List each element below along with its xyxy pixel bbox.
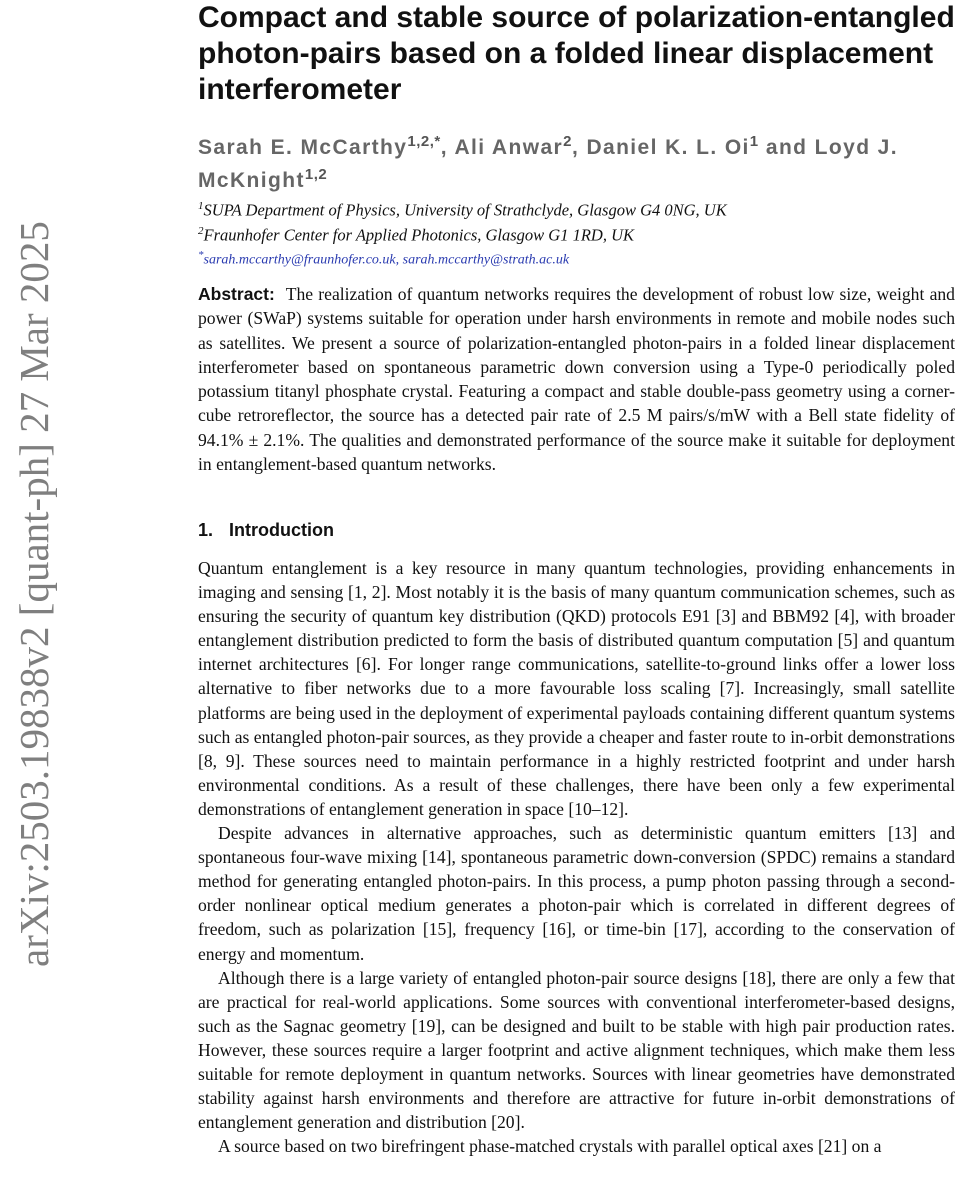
paragraph-3: Although there is a large variety of entangled photon-pair source designs [18], there are only a few that are practical for real-world applications. Some sources with conventional interferometer-based designs, such as the Sagnac geometry [19], can be designed and built to be stable with high pair production rates. However, these sources require a larger footprint and active alignment techniques, which make them less suitable for remote deployment in quantum networks. Sources with linear geometries have demonstrated stability against harsh environments and therefore are attractive for future in-orbit demonstrations of entanglement generation and distribution [20]. <box>198 967 955 1133</box>
affiliation-text: SUPA Department of Physics, University of Strathclyde, Glasgow G4 0NG, UK <box>203 200 727 220</box>
author-separator: , <box>440 136 455 159</box>
arxiv-identifier-stamp: arXiv:2503.19838v2 [quant-ph] 27 Mar 2025 <box>11 221 57 967</box>
paper-title: Compact and stable source of polarization-entangled photon-pairs based on a folded linear displacement interferometer <box>198 1 955 106</box>
abstract-label: Abstract: <box>198 284 275 304</box>
author-name: Daniel K. L. Oi <box>586 136 750 159</box>
author-affiliation-mark: 1,2,* <box>407 133 441 150</box>
affiliation-mark: 1 <box>198 200 204 212</box>
author-separator: and <box>758 136 815 159</box>
author-affiliation-mark: 1 <box>749 133 759 150</box>
paragraph-4: A source based on two birefringent phase-matched crystals with parallel optical axes [21] on a <box>218 1136 882 1157</box>
author-affiliation-mark: 1,2 <box>304 166 328 183</box>
author-2 <box>454 133 587 159</box>
author-name: Ali Anwar <box>454 136 564 159</box>
section-number: 1. <box>198 520 214 540</box>
author-list <box>198 128 955 194</box>
author-separator: , <box>571 136 587 159</box>
email-link[interactable]: sarah.mccarthy@fraunhofer.co.uk, sarah.mccarthy@strath.ac.uk <box>203 252 570 268</box>
author-name: Sarah E. McCarthy <box>198 136 408 159</box>
affiliation-mark: 2 <box>198 224 204 237</box>
body-text <box>198 556 955 1158</box>
affiliation-2 <box>198 221 955 246</box>
affiliation-1 <box>198 196 955 221</box>
author-name: Loyd J. McKnight <box>198 136 898 192</box>
affiliations <box>198 196 955 271</box>
section-heading-introduction <box>198 520 955 541</box>
paragraph-2: Despite advances in alternative approaches, such as deterministic quantum emitters [13] and spontaneous four-wave mixing [14], spontaneous parametric down-conversion (SPDC) remains a standard method for generating entangled photon-pairs. In this process, a pump photon passing through a second-order nonlinear optical medium generates a photon-pair which is correlated in different degrees of freedom, such as polarization [15], frequency [16], or time-bin [17], according to the conservation of energy and momentum. <box>198 823 955 964</box>
abstract-text: The realization of quantum networks requires the development of robust low size, weight and power (SWaP) systems suitable for operation under harsh environments in remote and mobile nodes such as satellites. We present a source of polarization-entangled photon-pairs in a folded linear displacement interferometer based on spontaneous parametric down conversion using a Type-0 periodically poled potassium titanyl phosphate crystal. Featuring a compact and stable double-pass geometry using a corner-cube retroreflector, the source has a detected pair rate of 2.5 M pairs/s/mW with a Bell state fidelity of 94.1% ± 2.1%. The qualities and demonstrated performance of the source make it suitable for deployment in entanglement-based quantum networks. <box>198 284 955 475</box>
email-mark: * <box>198 249 204 261</box>
section-title: Introduction <box>229 520 334 540</box>
abstract <box>198 282 955 476</box>
author-1 <box>198 133 455 159</box>
paragraph-1: Quantum entanglement is a key resource in many quantum technologies, providing enhancements in imaging and sensing [1, 2]. Most notably it is the basis of many quantum communication schemes, such as ensuring the security of quantum key distribution (QKD) protocols E91 [3] and BBM92 [4], with broader entanglement distribution predicted to form the basis of distributed quantum computation [5] and quantum internet architectures [6]. For longer range communications, satellite-to-ground links offer a lower loss alternative to fiber networks due to a more favourable loss scaling [7]. Increasingly, small satellite platforms are being used in the deployment of experimental payloads containing different quantum systems such as entangled photon-pair sources, as they provide a cheaper and faster route to in-orbit demonstrations [8, 9]. These sources need to maintain performance in a highly restricted footprint and under harsh environmental conditions. As a result of these challenges, there have been only a few experimental demonstrations of entanglement generation in space [10–12]. <box>198 558 955 819</box>
author-3 <box>586 133 815 159</box>
affiliation-text: Fraunhofer Center for Applied Photonics, Glasgow G1 1RD, UK <box>203 225 635 244</box>
author-affiliation-mark: 2 <box>563 133 572 150</box>
corresponding-email <box>198 245 955 271</box>
